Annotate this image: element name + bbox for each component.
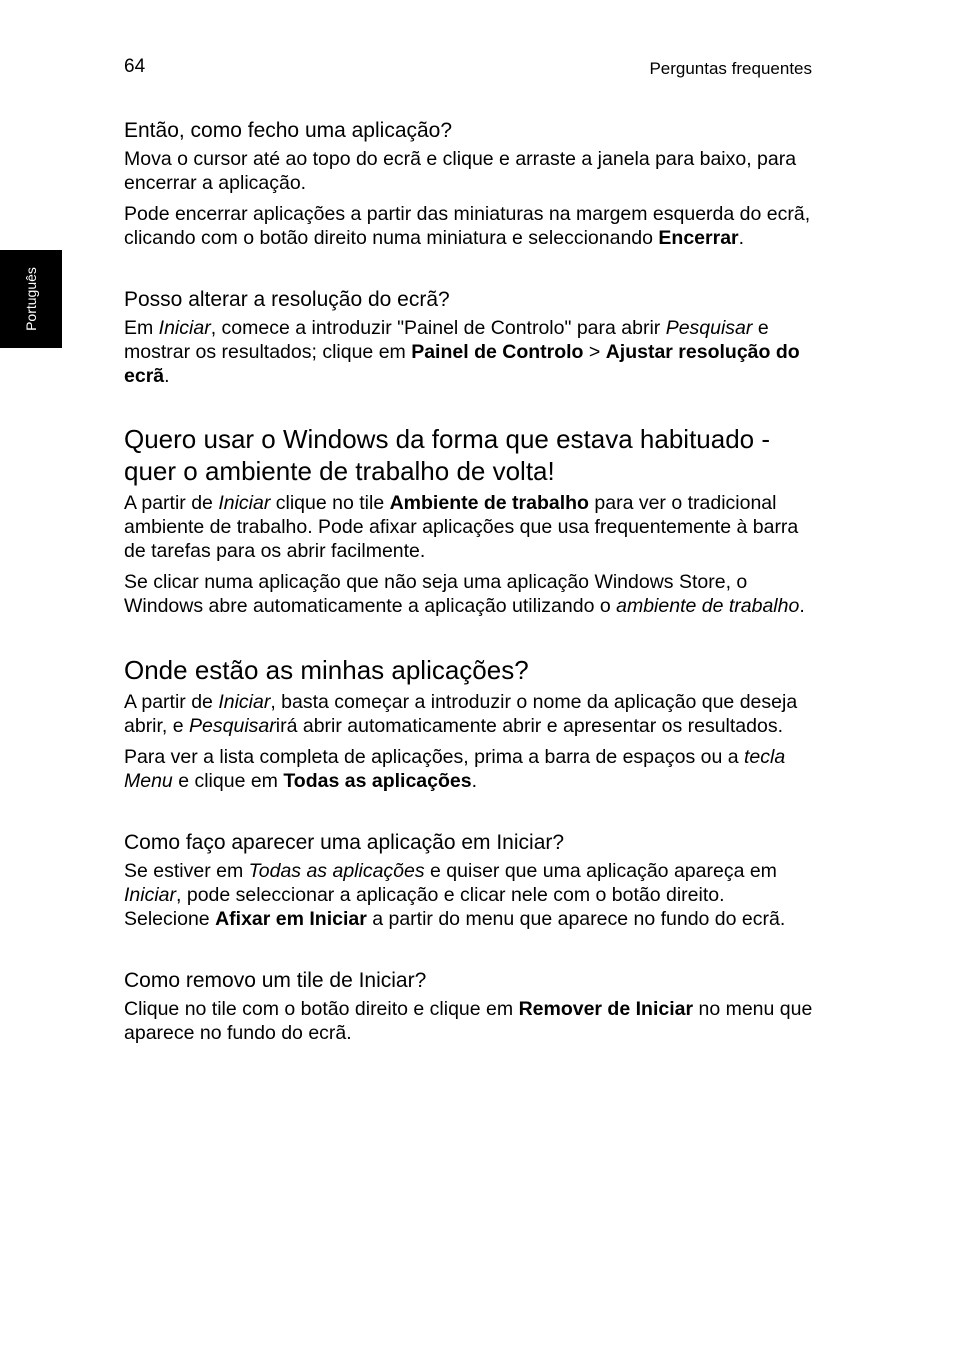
text-run: irá abrir automaticamente abrir e apresentar os resultados. — [275, 715, 784, 737]
paragraph — [124, 745, 814, 793]
text-run: Se clicar numa aplicação que não seja uma aplicação Windows Store, o Windows abre automaticamente a aplicação utilizando o — [124, 571, 748, 617]
text-run: , comece a introduzir "Painel de Controlo" para abrir — [210, 317, 666, 339]
text-run: Em — [124, 317, 159, 339]
text-run: . — [738, 227, 745, 249]
bold-term: Todas as aplicações — [283, 770, 472, 792]
text-run: Pode encerrar aplicações a partir das miniaturas na margem esquerda do ecrã, clicando com o botão direito numa miniatura e seleccionando — [124, 203, 811, 249]
paragraph — [124, 690, 814, 738]
text-run: . — [164, 365, 170, 387]
text-run: , pode seleccionar a aplicação e clicar nele com o botão direito. Selecione — [124, 884, 725, 930]
paragraph — [124, 316, 814, 388]
text-run: a partir do menu que aparece no fundo do ecrã. — [366, 908, 786, 930]
italic-term: Iniciar — [218, 492, 271, 514]
paragraph — [124, 859, 814, 931]
bold-term: Painel de Controlo — [411, 341, 584, 363]
language-tab-label: Português — [23, 267, 39, 331]
section-heading-pin-app: Como faço aparecer uma aplicação em Iniciar? — [124, 831, 565, 854]
text-run: , basta começar a introduzir o nome da aplicação que deseja abrir, e — [124, 691, 798, 737]
paragraph — [124, 997, 814, 1045]
section-heading-resolution: Posso alterar a resolução do ecrã? — [124, 288, 450, 311]
section-heading-close-app: Então, como fecho uma aplicação? — [124, 119, 453, 142]
italic-term: ambiente de trabalho — [616, 595, 800, 617]
text-run: e quiser que uma aplicação apareça em — [424, 860, 777, 882]
italic-term: Pesquisar — [189, 715, 276, 737]
bold-term: Ambiente de trabalho — [389, 492, 589, 514]
bold-term: Encerrar — [658, 227, 739, 249]
italic-term: Iniciar — [124, 884, 177, 906]
running-title: Perguntas frequentes — [649, 59, 812, 78]
page-number: 64 — [124, 56, 146, 77]
text-run: A partir de — [124, 691, 219, 713]
italic-term: Iniciar — [158, 317, 211, 339]
italic-term: Todas as aplicações — [248, 860, 425, 882]
paragraph — [124, 147, 814, 195]
language-tab — [0, 250, 62, 348]
bold-term: Remover de Iniciar — [518, 998, 694, 1020]
text-run: e mostrar os resultados; clique em — [124, 317, 769, 363]
text-run: no menu que aparece no fundo do ecrã. — [124, 998, 813, 1044]
section-heading-remove-tile: Como removo um tile de Iniciar? — [124, 969, 427, 992]
text-run: A partir de — [124, 492, 219, 514]
text-run: Mova o cursor até ao topo do ecrã e clique e arraste a janela para baixo, para encerrar a aplicação. — [124, 148, 797, 194]
section-heading-desktop: Quero usar o Windows da forma que estava habituado - quer o ambiente de trabalho de volta! — [124, 424, 771, 486]
text-run: e clique em — [172, 770, 284, 792]
page-content — [124, 118, 814, 1052]
text-run: Se estiver em — [124, 860, 249, 882]
text-run: . — [799, 595, 805, 617]
section-heading-my-apps: Onde estão as minhas aplicações? — [124, 655, 529, 685]
paragraph — [124, 202, 814, 250]
text-run: . — [471, 770, 477, 792]
text-run: para ver o tradicional ambiente de trabalho. Pode afixar aplicações que usa frequentemente à barra de tarefas para os abrir facilmente. — [124, 492, 799, 562]
bold-term: Afixar em Iniciar — [215, 908, 367, 930]
italic-term: Pesquisar — [665, 317, 753, 339]
bold-term: Ajustar resolução do ecrã — [124, 341, 800, 387]
text-run: Clique no tile com o botão direito e clique em — [124, 998, 519, 1020]
text-run: clique no tile — [270, 492, 390, 514]
paragraph — [124, 570, 814, 618]
text-run: Para ver a lista completa de aplicações, prima a barra de espaços ou a — [124, 746, 745, 768]
italic-term: Iniciar — [218, 691, 271, 713]
italic-term: tecla Menu — [124, 746, 786, 792]
text-run: > — [583, 341, 606, 363]
paragraph — [124, 491, 814, 563]
